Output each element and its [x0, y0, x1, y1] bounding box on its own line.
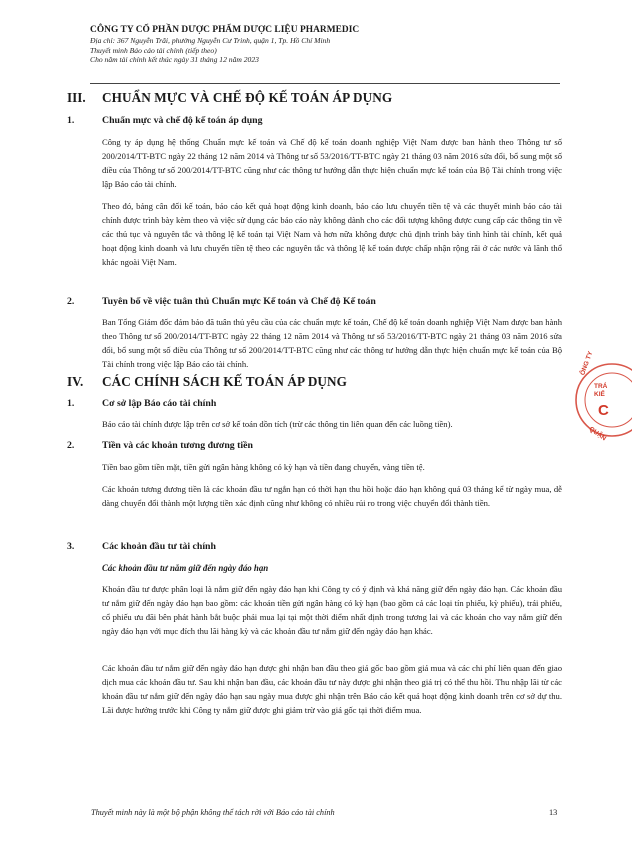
item-4-1-title: Cơ sở lập Báo cáo tài chính — [102, 398, 217, 409]
section-4-number: IV. — [67, 374, 84, 389]
item-4-1-paragraph-1: Báo cáo tài chính được lập trên cơ sở kế toán dồn tích (trừ các thông tin liên quan đến các luồng tiền). — [102, 419, 453, 429]
item-4-3-paragraph-1: Khoản đầu tư được phân loại là nắm giữ đến ngày đáo hạn khi Công ty có ý định và khả năng giữ đến ngày đáo hạn. Các khoản đầu tư nắm giữ đến ngày đáo hạn bao gồm: các khoản tiền gửi ngân hàng có kỳ hạn (bao gồm cả các loại tín phiếu, kỳ phiếu), trái phiếu, cổ phiếu ưu đãi bên phát hành bắt buộc phải mua lại tại một thời điểm nhất định trong tương lai và các khoản cho vay nắm giữ đến ngày đáo hạn với mục đích thu lãi hàng kỳ và các khoản đầu tư nắm giữ đến ngày đáo hạn khác. — [102, 584, 562, 636]
item-4-3-subtitle: Các khoản đầu tư nắm giữ đến ngày đáo hạn — [102, 563, 269, 573]
section-3-number: III. — [67, 90, 86, 105]
item-4-2-paragraph-1: Tiền bao gồm tiền mặt, tiền gửi ngân hàng không có kỳ hạn và tiền đang chuyển, vàng tiền tệ. — [102, 462, 425, 472]
company-name: CÔNG TY CỔ PHẦN DƯỢC PHẨM DƯỢC LIỆU PHARMEDIC — [90, 25, 360, 35]
page-header — [90, 24, 560, 65]
stamp-ring-text: ÔNG TY — [579, 350, 595, 377]
stamp-bottom-text: QUẬN — [587, 425, 608, 443]
section-3-title: CHUẨN MỰC VÀ CHẾ ĐỘ KẾ TOÁN ÁP DỤNG — [102, 90, 393, 105]
item-3-2-title: Tuyên bố về việc tuân thủ Chuẩn mực Kế toán và Chế độ Kế toán — [102, 296, 376, 307]
document-title: Thuyết minh Báo cáo tài chính (tiếp theo) — [90, 45, 217, 55]
item-3-2-paragraph-1: Ban Tổng Giám đốc đảm bảo đã tuân thủ yêu cầu của các chuẩn mực kế toán, Chế độ kế toán doanh nghiệp Việt Nam được ban hành theo Thông tư số 200/2014/TT-BTC ngày 22 tháng 12 năm 2014 và Thông tư số 53/2016/TT-BTC ngày 21 tháng 03 năm 2016 sửa đổi, bổ sung một số điều của Thông tư số 200/2014/TT-BTC cũng như các thông tư hướng dẫn thực hiện chuẩn mực kế toán của Bộ Tài chính trong việc lập Báo cáo tài chính. — [102, 317, 562, 369]
item-3-1-number: 1. — [67, 115, 75, 126]
item-4-2-title: Tiền và các khoản tương đương tiền — [102, 440, 253, 451]
stamp-inner-line-2: KIỂ — [594, 391, 605, 398]
item-4-3-paragraph-2: Các khoản đầu tư nắm giữ đến ngày đáo hạn được ghi nhận ban đầu theo giá gốc bao gồm giá mua và các chi phí liên quan đến giao dịch mua các khoản đầu tư. Sau khi nhận ban đầu, các khoản đầu tư này được ghi nhận theo giá trị có thể thu hồi. Thu nhập lãi từ các khoản đầu tư nắm giữ đến ngày đáo hạn sau ngày mua được ghi nhận trên Báo cáo kết quả hoạt động kinh doanh trên cơ sở dự thu. Lãi được hưởng trước khi Công ty nắm giữ được ghi giảm trừ vào giá gốc tại thời điểm mua. — [102, 663, 562, 715]
stamp-inner-letter: C — [598, 402, 609, 419]
footer-note: Thuyết minh này là một bộ phận không thể tách rời với Báo cáo tài chính — [91, 808, 335, 817]
item-4-2-number: 2. — [67, 440, 75, 451]
header-divider — [90, 83, 560, 84]
section-4-title: CÁC CHÍNH SÁCH KẾ TOÁN ÁP DỤNG — [102, 374, 348, 389]
item-4-2-paragraph-2: Các khoản tương đương tiền là các khoản đầu tư ngắn hạn có thời hạn thu hồi hoặc đáo hạn không quá 03 tháng kể từ ngày mua, dễ dàng chuyển đổi thành một lượng tiền xác định cũng như không có nhiều rủi ro trong việc chuyển đổi thành tiền. — [102, 484, 562, 508]
item-3-1-paragraph-2: Theo đó, bảng cân đối kế toán, báo cáo kết quả hoạt động kinh doanh, báo cáo lưu chuyển tiền tệ và các thuyết minh báo cáo tài chính được trình bày kèm theo và việc sử dụng các báo cáo này không dành cho các đối tượng không được cung cấp các thông tin về các thủ tục và nguyên tắc và thông lệ kế toán tại Việt Nam và hơn nữa không được chủ định trình bày tình hình tài chính, kết quả hoạt động kinh doanh và lưu chuyển tiền tệ theo các nguyên tắc và thông lệ kế toán được chấp nhận rộng rãi ở các nước và lãnh thổ khác ngoài Việt Nam. — [102, 201, 562, 267]
company-address: Địa chỉ: 367 Nguyễn Trãi, phường Nguyễn Cư Trinh, quận 1, Tp. Hồ Chí Minh — [90, 36, 331, 45]
fiscal-period: Cho năm tài chính kết thúc ngày 31 tháng 12 năm 2023 — [90, 55, 259, 65]
item-4-3-title: Các khoản đầu tư tài chính — [102, 541, 216, 552]
stamp-inner-line-1: TRÁ — [594, 383, 608, 390]
item-3-1-paragraph-1: Công ty áp dụng hệ thống Chuẩn mực kế toán và Chế độ kế toán doanh nghiệp Việt Nam được ban hành theo Thông tư số 200/2014/TT-BTC ngày 22 tháng 12 năm 2014 và Thông tư số 53/2016/TT-BTC ngày 21 tháng 03 năm 2016 sửa đổi, bổ sung một số điều của Thông tư số 200/2014/TT-BTC cũng như các thông tư hướng dẫn thực hiện chuẩn mực kế toán của Bộ Tài chính trong việc lập Báo cáo tài chính. — [102, 137, 562, 189]
item-4-1-number: 1. — [67, 398, 75, 409]
item-4-3-number: 3. — [67, 541, 75, 552]
item-3-2-number: 2. — [67, 296, 75, 307]
item-3-1-title: Chuẩn mực và chế độ kế toán áp dụng — [102, 115, 263, 126]
company-seal-stamp — [572, 344, 632, 454]
page-number: 13 — [549, 808, 558, 817]
